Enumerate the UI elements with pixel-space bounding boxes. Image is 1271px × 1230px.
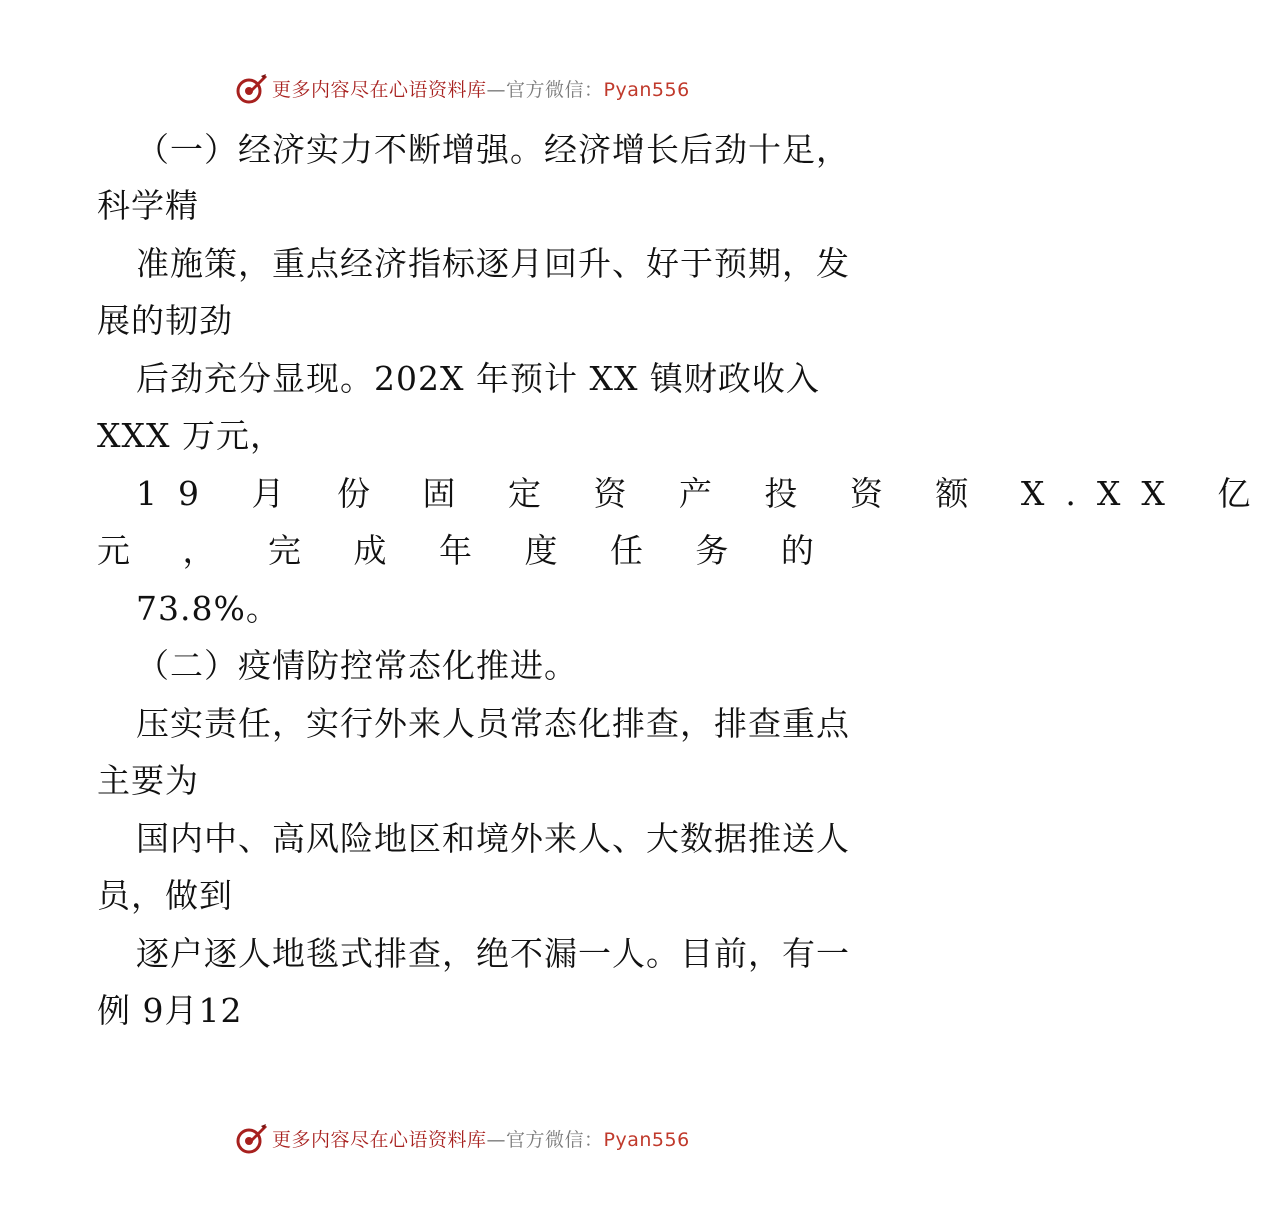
footer-banner [0, 1120, 950, 1160]
body-line: 逐户逐人地毯式排查，绝不漏一人。目前，有一 [136, 934, 850, 973]
body-line: 科学精 [97, 186, 199, 225]
body-line: 压实责任，实行外来人员常态化排查，排查重点 [136, 704, 850, 743]
banner-sub-text: —官方微信： [486, 1129, 604, 1151]
body-line: 展的韧劲 [97, 301, 233, 340]
banner-sub-text: —官方微信： [486, 79, 604, 101]
quill-pen-seal-icon [234, 72, 268, 106]
banner-text [272, 78, 690, 102]
body-line: 元 ， 完 成 年 度 任 务 的 [97, 531, 835, 570]
body-line: XXX 万元， [97, 416, 284, 455]
banner-main-text: 更多内容尽在心语资料库 [272, 1129, 487, 1151]
body-line: 后劲充分显现。202X 年预计 XX 镇财政收入 [136, 359, 820, 398]
banner-wechat-id: Pyan556 [603, 79, 690, 101]
banner-wechat-id: Pyan556 [603, 1129, 690, 1151]
body-line: 准施策，重点经济指标逐月回升、好于预期，发 [136, 244, 850, 283]
section-heading: （二）疫情防控常态化推进。 [136, 646, 578, 685]
body-line: 73.8%。 [136, 589, 280, 628]
body-line: （一）经济实力不断增强。经济增长后劲十足， [136, 130, 850, 169]
body-line: 国内中、高风险地区和境外来人、大数据推送人 [136, 819, 850, 858]
banner-text [272, 1128, 690, 1152]
header-banner [0, 70, 950, 110]
body-line: 员，做到 [97, 876, 233, 915]
quill-pen-seal-icon [234, 1122, 268, 1156]
banner-main-text: 更多内容尽在心语资料库 [272, 79, 487, 101]
body-line: 主要为 [97, 761, 199, 800]
body-line: 19 月 份 固 定 资 产 投 资 额 X.XX 亿 [136, 474, 1271, 513]
body-line: 例 9月12 [97, 991, 243, 1030]
